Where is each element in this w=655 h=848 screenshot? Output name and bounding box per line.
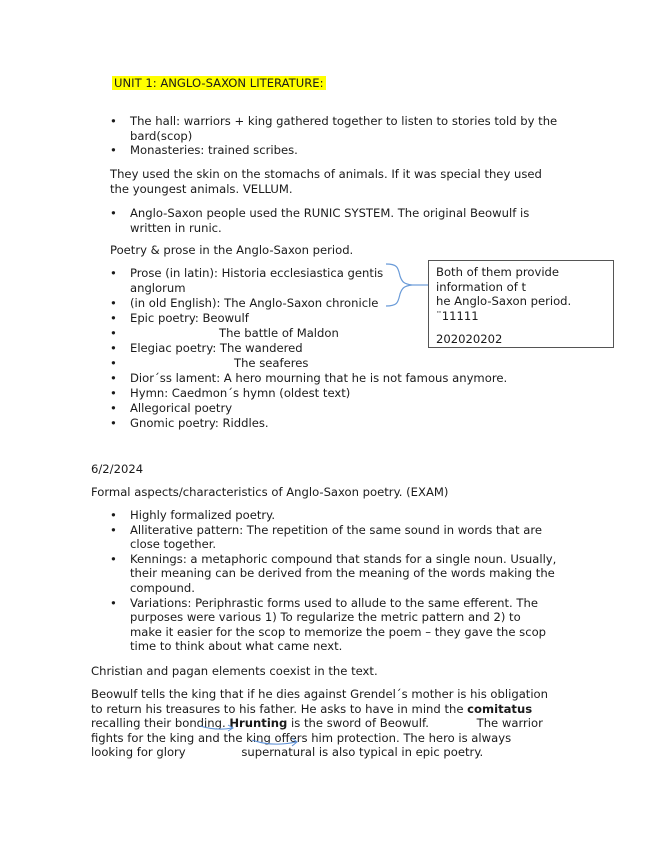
paragraph-line — [91, 702, 548, 717]
comment-box[interactable] — [428, 260, 614, 348]
paragraph-text: recalling their bonding. — [91, 716, 226, 731]
paragraph-text: The warrior — [476, 716, 543, 731]
list-item-continued: compound. — [130, 580, 195, 595]
list-item: • Elegiac poetry: The wandered — [130, 341, 507, 356]
formal-list — [130, 508, 556, 654]
paragraph-line: the youngest animals. VELLUM. — [110, 181, 293, 196]
list-item-continued: time to think about what came next. — [130, 639, 343, 654]
list-item-continued: bard(scop) — [130, 128, 193, 143]
list-item: • Monasteries: trained scribes. — [130, 143, 557, 158]
list-item-continued: written in runic. — [130, 220, 222, 235]
list-item-continued: make it easier for the scop to memorize the poem – they gave the scop — [130, 624, 547, 639]
vellum-paragraph — [110, 167, 542, 196]
bold-term-hrunting: Hrunting — [229, 716, 288, 731]
list-item: • Hymn: Caedmon´s hymn (oldest text) — [130, 386, 507, 401]
runic-list — [130, 206, 529, 235]
list-item: • Gnomic poetry: Riddles. — [130, 416, 507, 431]
list-item: • Anglo-Saxon people used the RUNIC SYSTEM. The original Beowulf is — [130, 206, 529, 221]
list-item: • Variations: Periphrastic forms used to allude to the same efferent. The — [130, 596, 556, 611]
list-item: • The seaferes — [130, 356, 507, 371]
paragraph-text: supernatural is also typical in epic poetry. — [241, 745, 484, 760]
paragraph-line: Beowulf tells the king that if he dies against Grendel´s mother is his obligation — [91, 687, 549, 701]
intro-list — [130, 114, 557, 158]
comment-line: Both of them provide — [436, 265, 560, 279]
list-item: • Prose (in latin): Historia ecclesiastica gentis — [130, 266, 507, 281]
list-item: • Kennings: a metaphoric compound that stands for a single noun. Usually, — [130, 552, 556, 567]
paragraph-line — [91, 716, 548, 731]
christian-line: Christian and pagan elements coexist in the text. — [91, 664, 378, 678]
poetry-heading: Poetry & prose in the Anglo-Saxon period. — [110, 243, 354, 257]
list-item-continued: purposes were various 1) To regularize the metric pattern and 2) to — [130, 610, 521, 625]
paragraph-line: They used the skin on the stomachs of animals. If it was special they used — [110, 167, 542, 181]
list-item: • The battle of Maldon — [130, 326, 507, 341]
comment-line: ¨11111 — [436, 308, 479, 323]
comment-line: he Anglo-Saxon period. — [436, 294, 572, 309]
comment-line: 202020202 — [436, 332, 503, 347]
list-item-continued: close together. — [130, 537, 217, 552]
list-item: • Epic poetry: Beowulf — [130, 311, 507, 326]
beowulf-paragraph — [91, 687, 548, 760]
paragraph-text: to return his treasures to his father. He asks to have in mind the — [91, 701, 468, 716]
list-item: • The hall: warriors + king gathered together to listen to stories told by the — [130, 114, 557, 129]
list-item: • Alliterative pattern: The repetition of the same sound in words that are — [130, 523, 556, 538]
unit-title — [112, 76, 326, 91]
list-item: • (in old English): The Anglo-Saxon chronicle — [130, 296, 507, 311]
bold-term-comitatus: comitatus — [467, 701, 533, 716]
paragraph-line — [91, 745, 548, 760]
list-item: • Allegorical poetry — [130, 401, 507, 416]
paragraph-text: is the sword of Beowulf. — [287, 716, 429, 731]
paragraph-text: looking for glory — [91, 745, 186, 760]
comment-line: information of t — [436, 279, 527, 294]
formal-heading: Formal aspects/characteristics of Anglo-Saxon poetry. (EXAM) — [91, 485, 449, 499]
date-text: 6/2/2024 — [91, 462, 144, 476]
paragraph-line: fights for the king and the king offers him protection. The hero is always — [91, 730, 512, 745]
list-item: • Highly formalized poetry. — [130, 508, 556, 523]
annotation-arrow-icon — [250, 736, 306, 750]
list-item: • Dior´ss lament: A hero mourning that he is not famous anymore. — [130, 371, 507, 386]
list-item-continued: their meaning can be derived from the meaning of the words making the — [130, 566, 555, 581]
list-item-continued: anglorum — [130, 281, 186, 295]
annotation-arrow-icon — [198, 722, 238, 734]
unit-title-text: UNIT 1: ANGLO-SAXON LITERATURE: — [114, 76, 324, 90]
curly-brace-icon — [384, 262, 430, 308]
